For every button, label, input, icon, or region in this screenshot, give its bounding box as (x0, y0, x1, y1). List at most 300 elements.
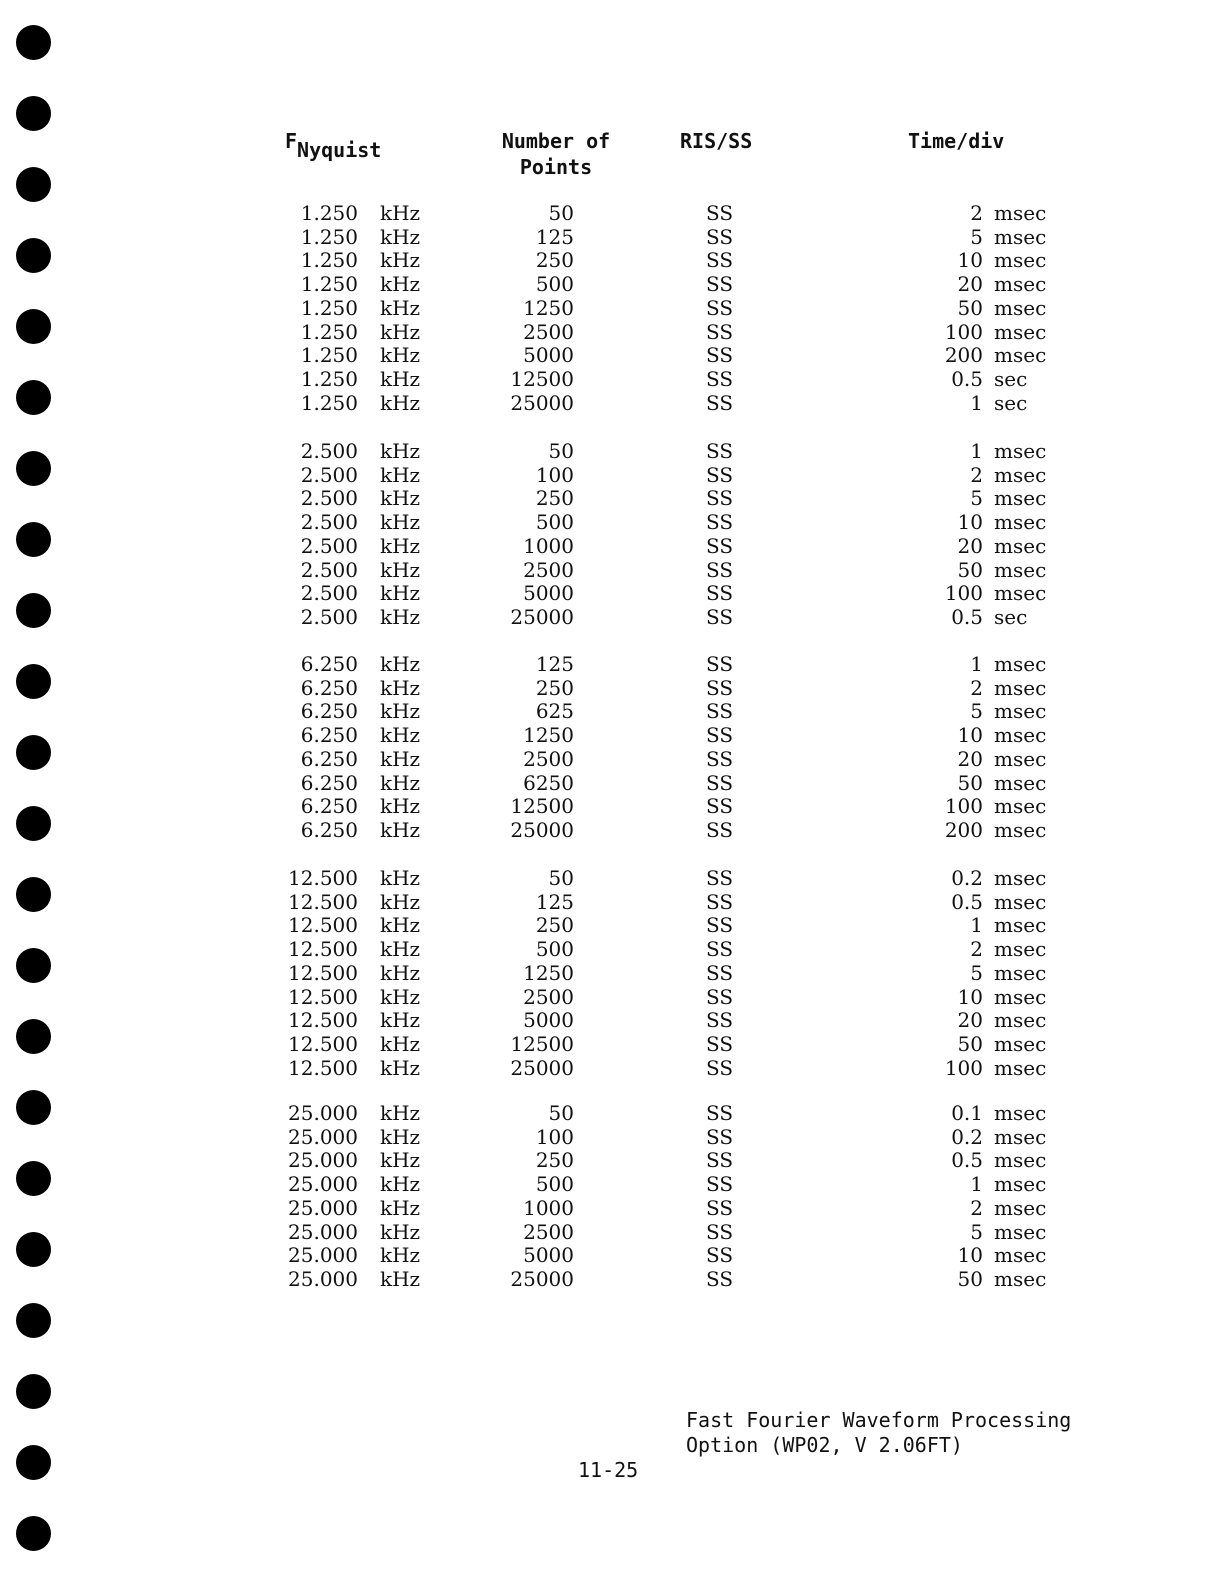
points-value: 2500 (523, 746, 574, 771)
freq-unit: kHz (380, 439, 421, 463)
points-value: 500 (535, 510, 574, 535)
ris-ss-value: SS (706, 1243, 734, 1268)
table-row (0, 510, 1216, 534)
time-unit: msec (994, 1055, 1047, 1080)
time-unit: msec (994, 723, 1047, 748)
time-unit: msec (994, 1243, 1047, 1268)
freq-unit: kHz (380, 510, 421, 535)
time-value: 2 (970, 675, 983, 700)
ris-ss-value: SS (706, 1101, 734, 1125)
time-value: 100 (944, 794, 983, 819)
time-unit: msec (994, 1219, 1047, 1244)
header-time-div: Time/div (908, 129, 1005, 153)
freq-unit: kHz (380, 889, 421, 914)
freq-value: 6.250 (300, 794, 358, 819)
time-value: 2 (970, 201, 983, 225)
table-row (0, 558, 1216, 582)
time-value: 2 (970, 1195, 983, 1220)
freq-value: 2.500 (300, 604, 358, 629)
freq-unit: kHz (380, 723, 421, 748)
freq-unit: kHz (380, 295, 421, 320)
time-value: 1 (970, 1172, 983, 1197)
table-row (0, 676, 1216, 700)
points-value: 25000 (510, 1055, 574, 1080)
freq-value: 1.250 (300, 248, 358, 273)
time-value: 100 (944, 319, 983, 344)
freq-value: 1.250 (300, 390, 358, 415)
points-value: 250 (535, 486, 574, 511)
table-row (0, 1008, 1216, 1032)
points-value: 5000 (523, 1243, 574, 1268)
time-value: 10 (957, 510, 983, 535)
ris-ss-value: SS (706, 866, 734, 890)
time-value: 50 (957, 770, 983, 795)
time-value: 50 (957, 557, 983, 582)
freq-value: 6.250 (300, 770, 358, 795)
freq-unit: kHz (380, 1266, 421, 1291)
time-unit: msec (994, 1148, 1047, 1173)
points-value: 1250 (523, 960, 574, 985)
time-value: 20 (957, 1008, 983, 1033)
freq-value: 12.500 (288, 866, 358, 890)
table-row (0, 343, 1216, 367)
ris-ss-value: SS (706, 295, 734, 320)
time-value: 10 (957, 248, 983, 273)
freq-value: 25.000 (288, 1124, 358, 1149)
time-unit: msec (994, 1101, 1047, 1125)
freq-value: 25.000 (288, 1195, 358, 1220)
time-value: 2 (970, 937, 983, 962)
time-unit: msec (994, 439, 1047, 463)
freq-unit: kHz (380, 746, 421, 771)
time-unit: msec (994, 699, 1047, 724)
freq-value: 1.250 (300, 272, 358, 297)
freq-value: 1.250 (300, 319, 358, 344)
freq-unit: kHz (380, 201, 421, 225)
time-unit: msec (994, 675, 1047, 700)
footer-title-line2: Option (WP02, V 2.06FT) (686, 1433, 963, 1457)
ris-ss-value: SS (706, 581, 734, 606)
table-row (0, 605, 1216, 629)
ris-ss-value: SS (706, 533, 734, 558)
freq-unit: kHz (380, 272, 421, 297)
time-unit: msec (994, 248, 1047, 273)
footer-title-line1: Fast Fourier Waveform Processing (686, 1408, 1072, 1432)
time-value: 20 (957, 533, 983, 558)
freq-value: 2.500 (300, 486, 358, 511)
time-value: 1 (970, 390, 983, 415)
time-unit: msec (994, 866, 1047, 890)
freq-unit: kHz (380, 984, 421, 1009)
time-unit: msec (994, 533, 1047, 558)
points-value: 125 (535, 224, 574, 249)
time-unit: msec (994, 1195, 1047, 1220)
points-value: 5000 (523, 1008, 574, 1033)
table-row (0, 937, 1216, 961)
freq-unit: kHz (380, 343, 421, 368)
freq-unit: kHz (380, 866, 421, 890)
freq-value: 2.500 (300, 439, 358, 463)
time-value: 20 (957, 272, 983, 297)
ris-ss-value: SS (706, 462, 734, 487)
time-unit: msec (994, 510, 1047, 535)
time-unit: msec (994, 937, 1047, 962)
freq-value: 6.250 (300, 675, 358, 700)
time-value: 50 (957, 1031, 983, 1056)
freq-value: 6.250 (300, 723, 358, 748)
page-number: 11-25 (578, 1458, 639, 1482)
freq-value: 6.250 (300, 699, 358, 724)
header-ris-ss: RIS/SS (680, 129, 753, 153)
ris-ss-value: SS (706, 272, 734, 297)
header-points-line2: Points (519, 155, 593, 179)
time-value: 5 (970, 224, 983, 249)
table-row (0, 890, 1216, 914)
table-row (0, 534, 1216, 558)
table-row (0, 1220, 1216, 1244)
ris-ss-value: SS (706, 937, 734, 962)
header-points-line1: Number of (501, 129, 611, 153)
ris-ss-value: SS (706, 817, 734, 842)
freq-unit: kHz (380, 652, 421, 676)
footer-title (686, 1408, 1071, 1458)
time-value: 1 (970, 913, 983, 938)
ris-ss-value: SS (706, 746, 734, 771)
time-value: 2 (970, 462, 983, 487)
freq-unit: kHz (380, 224, 421, 249)
ris-ss-value: SS (706, 794, 734, 819)
points-value: 25000 (510, 817, 574, 842)
time-unit: msec (994, 343, 1047, 368)
freq-value: 12.500 (288, 937, 358, 962)
freq-value: 25.000 (288, 1243, 358, 1268)
ris-ss-value: SS (706, 439, 734, 463)
freq-value: 1.250 (300, 366, 358, 391)
points-value: 2500 (523, 319, 574, 344)
time-unit: msec (994, 581, 1047, 606)
table-row (0, 391, 1216, 415)
points-value: 50 (548, 201, 574, 225)
time-value: 200 (944, 343, 983, 368)
points-value: 625 (535, 699, 574, 724)
ris-ss-value: SS (706, 319, 734, 344)
time-unit: msec (994, 295, 1047, 320)
ris-ss-value: SS (706, 723, 734, 748)
ris-ss-value: SS (706, 248, 734, 273)
ris-ss-value: SS (706, 224, 734, 249)
points-value: 2500 (523, 984, 574, 1009)
time-value: 1 (970, 439, 983, 463)
time-unit: msec (994, 984, 1047, 1009)
time-value: 0.5 (951, 366, 983, 391)
points-value: 250 (535, 675, 574, 700)
time-unit: msec (994, 746, 1047, 771)
ris-ss-value: SS (706, 699, 734, 724)
freq-unit: kHz (380, 1243, 421, 1268)
freq-value: 12.500 (288, 913, 358, 938)
table-row (0, 1243, 1216, 1267)
time-unit: sec (994, 366, 1028, 391)
time-value: 200 (944, 817, 983, 842)
freq-value: 25.000 (288, 1219, 358, 1244)
freq-unit: kHz (380, 699, 421, 724)
time-unit: msec (994, 462, 1047, 487)
freq-unit: kHz (380, 794, 421, 819)
freq-unit: kHz (380, 1148, 421, 1173)
points-value: 25000 (510, 604, 574, 629)
table-row (0, 367, 1216, 391)
time-unit: msec (994, 889, 1047, 914)
table-row (0, 1125, 1216, 1149)
freq-value: 1.250 (300, 224, 358, 249)
ris-ss-value: SS (706, 770, 734, 795)
time-unit: msec (994, 319, 1047, 344)
points-value: 6250 (523, 770, 574, 795)
freq-value: 25.000 (288, 1148, 358, 1173)
freq-value: 12.500 (288, 1031, 358, 1056)
points-value: 25000 (510, 1266, 574, 1291)
time-unit: msec (994, 652, 1047, 676)
freq-value: 1.250 (300, 343, 358, 368)
points-value: 12500 (510, 366, 574, 391)
ris-ss-value: SS (706, 1008, 734, 1033)
points-value: 12500 (510, 794, 574, 819)
ris-ss-value: SS (706, 1055, 734, 1080)
points-value: 250 (535, 248, 574, 273)
table-row (0, 439, 1216, 463)
freq-unit: kHz (380, 248, 421, 273)
ris-ss-value: SS (706, 960, 734, 985)
freq-unit: kHz (380, 770, 421, 795)
points-value: 500 (535, 937, 574, 962)
freq-unit: kHz (380, 462, 421, 487)
table-row (0, 818, 1216, 842)
freq-value: 2.500 (300, 462, 358, 487)
time-value: 10 (957, 723, 983, 748)
points-value: 500 (535, 272, 574, 297)
freq-value: 25.000 (288, 1266, 358, 1291)
table-row (0, 1196, 1216, 1220)
table-row (0, 486, 1216, 510)
ris-ss-value: SS (706, 1172, 734, 1197)
table-row (0, 771, 1216, 795)
points-value: 125 (535, 889, 574, 914)
table-row (0, 296, 1216, 320)
freq-unit: kHz (380, 1219, 421, 1244)
freq-unit: kHz (380, 390, 421, 415)
points-value: 1250 (523, 723, 574, 748)
table-row (0, 652, 1216, 676)
time-value: 10 (957, 984, 983, 1009)
ris-ss-value: SS (706, 1195, 734, 1220)
ris-ss-value: SS (706, 1219, 734, 1244)
time-unit: msec (994, 1031, 1047, 1056)
time-unit: msec (994, 770, 1047, 795)
time-unit: msec (994, 1172, 1047, 1197)
time-unit: msec (994, 272, 1047, 297)
freq-unit: kHz (380, 557, 421, 582)
freq-value: 1.250 (300, 201, 358, 225)
time-unit: sec (994, 604, 1028, 629)
table-row (0, 272, 1216, 296)
table-row (0, 320, 1216, 344)
freq-unit: kHz (380, 1008, 421, 1033)
table-row (0, 1172, 1216, 1196)
header-f-sub: Nyquist (297, 138, 382, 162)
ris-ss-value: SS (706, 913, 734, 938)
time-value: 5 (970, 486, 983, 511)
table-row (0, 581, 1216, 605)
table-row (0, 913, 1216, 937)
table-row (0, 794, 1216, 818)
freq-value: 25.000 (288, 1101, 358, 1125)
time-value: 100 (944, 1055, 983, 1080)
freq-unit: kHz (380, 319, 421, 344)
table-row (0, 699, 1216, 723)
freq-value: 25.000 (288, 1172, 358, 1197)
freq-unit: kHz (380, 937, 421, 962)
ris-ss-value: SS (706, 1148, 734, 1173)
time-value: 0.2 (951, 1124, 983, 1149)
time-unit: msec (994, 1266, 1047, 1291)
points-value: 100 (535, 462, 574, 487)
time-unit: msec (994, 960, 1047, 985)
table-row (0, 747, 1216, 771)
table-row (0, 985, 1216, 1009)
ris-ss-value: SS (706, 1266, 734, 1291)
freq-unit: kHz (380, 1031, 421, 1056)
time-value: 0.5 (951, 889, 983, 914)
time-unit: msec (994, 1124, 1047, 1149)
table-row (0, 1101, 1216, 1125)
points-value: 100 (535, 1124, 574, 1149)
table-row (0, 248, 1216, 272)
points-value: 125 (535, 652, 574, 676)
table-row (0, 866, 1216, 890)
points-value: 1250 (523, 295, 574, 320)
time-value: 1 (970, 652, 983, 676)
freq-unit: kHz (380, 366, 421, 391)
freq-value: 12.500 (288, 1055, 358, 1080)
time-value: 50 (957, 1266, 983, 1291)
points-value: 25000 (510, 390, 574, 415)
freq-unit: kHz (380, 1124, 421, 1149)
table-row (0, 1267, 1216, 1291)
freq-unit: kHz (380, 1055, 421, 1080)
time-unit: sec (994, 390, 1028, 415)
freq-value: 2.500 (300, 533, 358, 558)
points-value: 50 (548, 439, 574, 463)
time-value: 5 (970, 960, 983, 985)
ris-ss-value: SS (706, 604, 734, 629)
time-value: 10 (957, 1243, 983, 1268)
freq-value: 6.250 (300, 746, 358, 771)
freq-unit: kHz (380, 533, 421, 558)
time-unit: msec (994, 794, 1047, 819)
freq-unit: kHz (380, 960, 421, 985)
time-unit: msec (994, 817, 1047, 842)
ris-ss-value: SS (706, 390, 734, 415)
table-row (0, 1056, 1216, 1080)
freq-unit: kHz (380, 1172, 421, 1197)
ris-ss-value: SS (706, 984, 734, 1009)
points-value: 50 (548, 1101, 574, 1125)
points-value: 500 (535, 1172, 574, 1197)
freq-unit: kHz (380, 1195, 421, 1220)
freq-value: 12.500 (288, 889, 358, 914)
freq-value: 2.500 (300, 581, 358, 606)
time-unit: msec (994, 224, 1047, 249)
freq-unit: kHz (380, 675, 421, 700)
points-value: 1000 (523, 1195, 574, 1220)
points-value: 12500 (510, 1031, 574, 1056)
table-row (0, 961, 1216, 985)
ris-ss-value: SS (706, 1031, 734, 1056)
time-value: 5 (970, 699, 983, 724)
ris-ss-value: SS (706, 201, 734, 225)
freq-unit: kHz (380, 581, 421, 606)
freq-value: 12.500 (288, 1008, 358, 1033)
points-value: 250 (535, 913, 574, 938)
time-value: 0.5 (951, 1148, 983, 1173)
time-value: 50 (957, 295, 983, 320)
table-row (0, 723, 1216, 747)
freq-unit: kHz (380, 604, 421, 629)
time-value: 20 (957, 746, 983, 771)
ris-ss-value: SS (706, 652, 734, 676)
time-value: 0.5 (951, 604, 983, 629)
freq-value: 12.500 (288, 960, 358, 985)
time-unit: msec (994, 486, 1047, 511)
time-value: 0.2 (951, 866, 983, 890)
freq-value: 1.250 (300, 295, 358, 320)
points-value: 50 (548, 866, 574, 890)
table-row (0, 1148, 1216, 1172)
ris-ss-value: SS (706, 510, 734, 535)
header-f-main: F (285, 129, 298, 153)
ris-ss-value: SS (706, 557, 734, 582)
points-value: 5000 (523, 581, 574, 606)
points-value: 250 (535, 1148, 574, 1173)
ris-ss-value: SS (706, 889, 734, 914)
points-value: 5000 (523, 343, 574, 368)
ris-ss-value: SS (706, 486, 734, 511)
table-row (0, 1032, 1216, 1056)
ris-ss-value: SS (706, 343, 734, 368)
points-value: 1000 (523, 533, 574, 558)
time-value: 100 (944, 581, 983, 606)
freq-unit: kHz (380, 817, 421, 842)
freq-value: 6.250 (300, 652, 358, 676)
freq-value: 12.500 (288, 984, 358, 1009)
time-unit: msec (994, 1008, 1047, 1033)
table-row (0, 201, 1216, 225)
points-value: 2500 (523, 557, 574, 582)
time-unit: msec (994, 913, 1047, 938)
time-unit: msec (994, 201, 1047, 225)
time-value: 5 (970, 1219, 983, 1244)
freq-unit: kHz (380, 913, 421, 938)
freq-unit: kHz (380, 486, 421, 511)
freq-value: 6.250 (300, 817, 358, 842)
table-row (0, 225, 1216, 249)
freq-unit: kHz (380, 1101, 421, 1125)
freq-value: 2.500 (300, 557, 358, 582)
ris-ss-value: SS (706, 366, 734, 391)
ris-ss-value: SS (706, 675, 734, 700)
points-value: 2500 (523, 1219, 574, 1244)
time-unit: msec (994, 557, 1047, 582)
